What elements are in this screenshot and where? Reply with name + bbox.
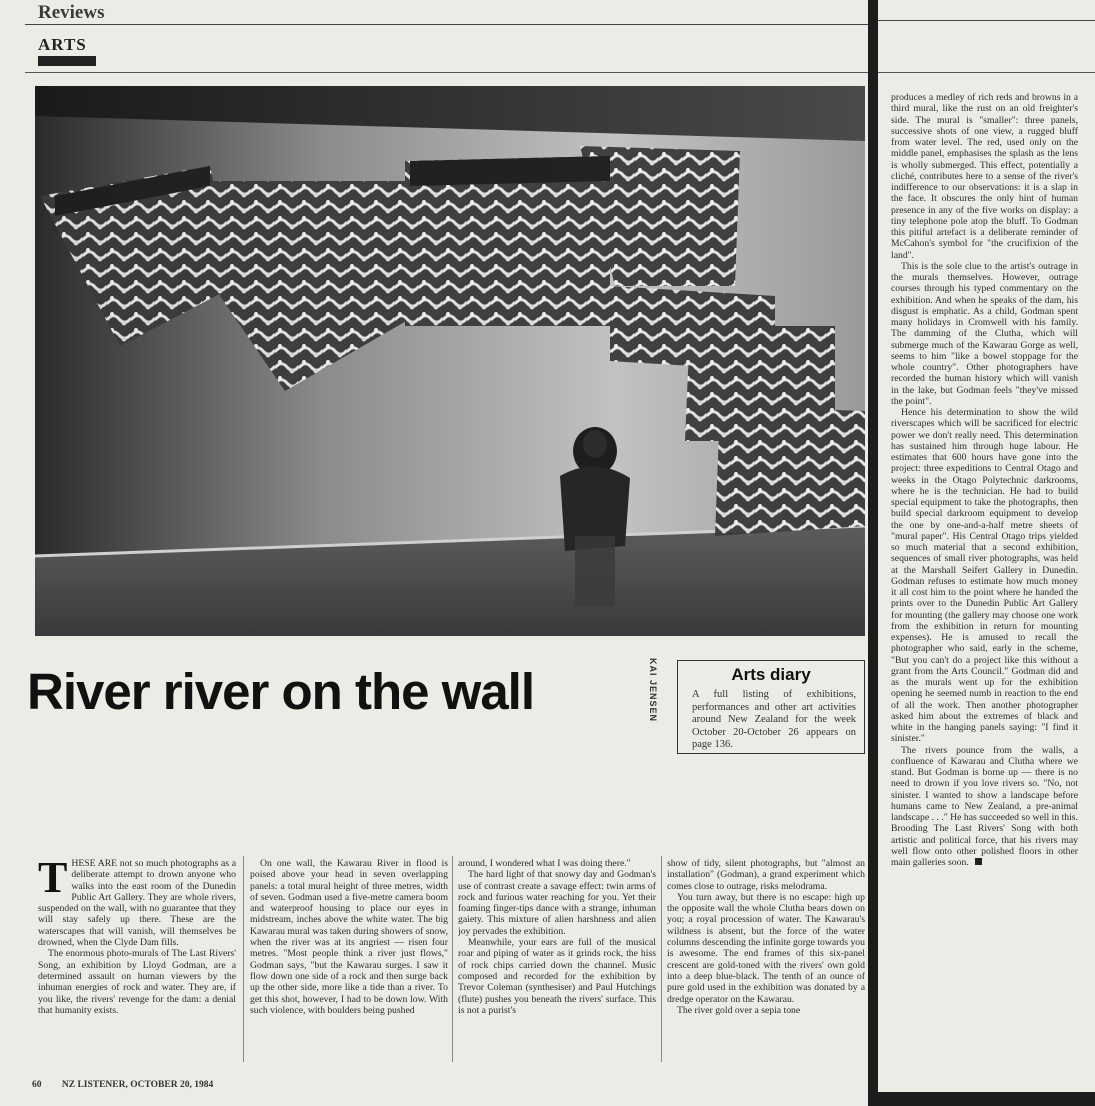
paragraph: You turn away, but there is no escape: high up the opposite wall the whole Clutha bears down on you; a royal procession of water. The Kawarau's wildness is absent, but the force of the water columns descending the infinite gorge towards you is awesome. The end frames of this six-panel crescent are gold-toned with the rivers' own gold into a deep blue-black. The tenth of an ounce of pure gold used in the exhibition was donated by a dredge operator on the Kawarau. (667, 891, 865, 1005)
article-headline: River river on the wall (27, 663, 535, 720)
paragraph: Meanwhile, your ears are full of the musical roar and piping of water as it grinds rock, the hiss of rock chips carried down the channel. Music composed and recorded for the exhibition by Trevor Coleman (synthesiser) and Paul Hutchings (flute) pushes you beneath the rivers' surface. This is not a purist's (458, 937, 656, 1016)
drop-cap: T (38, 858, 68, 902)
paragraph: The hard light of that snowy day and Godman's use of contrast create a savage effect: twin arms of rock and furious water reaching for you. Yet their foaming finger-tips dance with a strange, inhuman gaiety. This mixture of alien harshness and alien joy pervades the exhibition. (458, 869, 656, 937)
publication-line: NZ LISTENER, OCTOBER 20, 1984 (61, 1080, 214, 1090)
adjacent-page (878, 0, 1095, 1092)
header-rule (25, 72, 868, 73)
paragraph: around, I wondered what I was doing there." (458, 858, 631, 869)
paragraph: produces a medley of rich reds and browns in a third mural, like the rust on an old freighter's side. The mural is "smaller": three panels, successive shots of one view, a rugged bluff from water level. The red, used only on the middle panel, emphasises the splash as the lens is wholly submerged. This effect, potentially a cliché, contributes here to a sense of the river's indifference to our observations: it is a slap in the face. It obscures the only hint of human presence in any of the five works on display: a tiny telephone pole atop the bluff. To Godman this pitiful artefact is a deliberate reminder of McCahon's symbol for "the crucifixion of the land". (891, 92, 1078, 261)
arts-diary-text: A full listing of exhibitions, performances and other art activities around New Zealand for the week October 20-October 26 appears on page 136. (692, 689, 856, 750)
column-divider (661, 856, 662, 1062)
paragraph: Hence his determination to show the wild riverscapes which will be sacrificed for electric power we don't really need. This determination has sustained him through huge labour. He estimates that 600 hours have gone into the project: three expeditions to Central Otago and weeks in the Otago Polytechnic darkrooms, where he is the technician. He had to build special equipment to take the photographs, then build special darkroom equipment to develop the one by one-and-a-half metre sheets of "mural paper". His Central Otago trips yielded so much material that a second exhibition, sequences of small river photographs, was held at the Marshall Seifert Gallery in Dunedin. Godman refuses to estimate how much money it all cost him to the point where he handed the prints over to the Dunedin Public Art Gallery for mounting (the gallery may choose one work from the exhibition in return for mounting expenses). He is amused to recall the photographer who said, early in the scheme, "But you can't do a project like this without a grant from the Arts Council." Godman did and as the murals went up for the exhibition opening he seemed numb in reaction to the end of all the work. Then another photographer asked him about the extremes of black and white in the hanging panels saying: "I find it sinister." (891, 407, 1078, 745)
paragraph: The enormous photo-murals of The Last Rivers' Song, an exhibition by Lloyd Godman, are a determined assault on human viewers by the inhuman energies of rock and water. They are, if you like, the rivers' revenge for the dam: a denial that humanity exists. (38, 948, 236, 1016)
article-continuation-column (891, 92, 1078, 1072)
end-mark-icon (975, 858, 982, 865)
category-bar (38, 56, 96, 66)
side-header-rule (878, 72, 1095, 73)
section-label: Reviews (38, 2, 105, 23)
column-divider (452, 856, 453, 1062)
article-column-4 (667, 858, 865, 1062)
paragraph: show of tidy, silent photographs, but "almost an installation" (Godman), a grand experiment which comes close to outrage, risks melodrama. (667, 858, 865, 892)
paragraph: HESE ARE not so much photographs as a deliberate attempt to drown anyone who walks into the east room of the Dunedin Public Art Gallery. They are whole rivers, suspended on the wall, with no guarantee that they will stay safely up there. These are the waterscapes that will vanish, will themselves be drowned, when the Clyde Dam fills. (38, 858, 236, 949)
page-number: 60 (32, 1080, 42, 1090)
paragraph: The river gold over a sepia tone (677, 1004, 801, 1016)
page-footer (32, 1080, 213, 1090)
side-top-rule (878, 20, 1095, 21)
paragraph: This is the sole clue to the artist's outrage in the murals themselves. However, outrage courses through his typed commentary on the exhibition. And when he speaks of the dam, his disgust is emphatic. As a child, Godman spent many holidays in Cromwell with his family. The damming of the Clutha, which will submerge much of the Kawarau Gorge as well, seems to him "like a bowel stoppage for the whole country". Other photographers have recorded the human history which will vanish in the lake, but Godman feels "they've missed the point". (891, 260, 1078, 407)
article-column-1 (38, 858, 236, 1062)
article-column-3 (458, 858, 656, 1062)
arts-diary-box (677, 660, 865, 754)
gallery-photograph (35, 86, 865, 636)
category-label: ARTS (38, 35, 87, 54)
paragraph: The rivers pounce from the walls, a confluence of Kawarau and Clutha where we stand. But Godman is borne up — there is no need to drown if you love rivers so. "No, not sinister. I wanted to show a landscape before humans came to New Zealand, a pre-animal landscape . . ." He has succeeded so well in this. Brooding The Last Rivers' Song with both artistic and political force, that his rivers may well flow onto other polished floors in other main galleries soon. (891, 744, 1078, 868)
photo-credit: KAI JENSEN (648, 658, 658, 723)
column-divider (243, 856, 244, 1062)
article-column-2 (250, 858, 448, 1062)
paragraph: On one wall, the Kawarau River in flood is poised above your head in seven overlapping panels: a total mural height of three metres, width of seven. Godman used a five-metre camera boom and waterproof housing to place our eyes in midstream, inches above the white water. The big Kawarau mural was taken during showers of snow, when the river was at its angriest — risen four metres. "Most people think a river just flows," Godman says, "but the Kawarau surges. I saw it flow down one side of a rock and then surge back up the other side, more like a tide than a river. To get this shot, however, I had to be down low. With such violence, with boulders being pushed (250, 858, 448, 1016)
arts-diary-title: Arts diary (731, 665, 811, 684)
top-rule (25, 24, 868, 25)
